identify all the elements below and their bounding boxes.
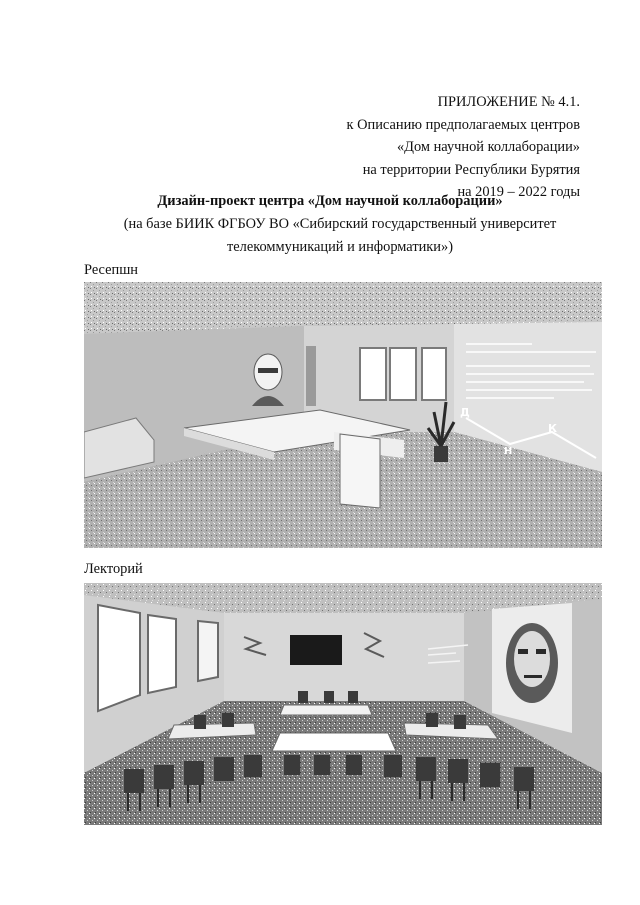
document-title: Дизайн-проект центра «Дом научной коллаборации» xyxy=(157,193,503,209)
svg-text:К: К xyxy=(548,422,557,435)
appendix-line-years: на 2019 – 2022 годы xyxy=(457,184,580,200)
appendix-line-description: к Описанию предполагаемых центров xyxy=(346,116,580,133)
svg-text:Н: Н xyxy=(504,446,513,457)
appendix-line-center-name: «Дом научной коллаборации» xyxy=(396,139,580,155)
subtitle-line-1: (на базе БИИК ФГБОУ ВО «Сибирский государственный университет xyxy=(123,216,557,232)
subtitle-line-2: телекоммуникаций и информатики») xyxy=(227,238,453,255)
reception-section-label: Ресепшн xyxy=(84,262,138,278)
lecture-section-label: Лекторий xyxy=(84,561,143,577)
lecture-hall-render-image xyxy=(84,583,602,825)
appendix-number: ПРИЛОЖЕНИЕ № 4.1. xyxy=(437,94,580,110)
appendix-header xyxy=(347,91,580,204)
svg-text:Д: Д xyxy=(460,406,470,419)
reception-render-image xyxy=(84,282,602,548)
document-subtitle xyxy=(60,213,620,258)
appendix-line-region: на территории Республики Бурятия xyxy=(362,161,580,178)
